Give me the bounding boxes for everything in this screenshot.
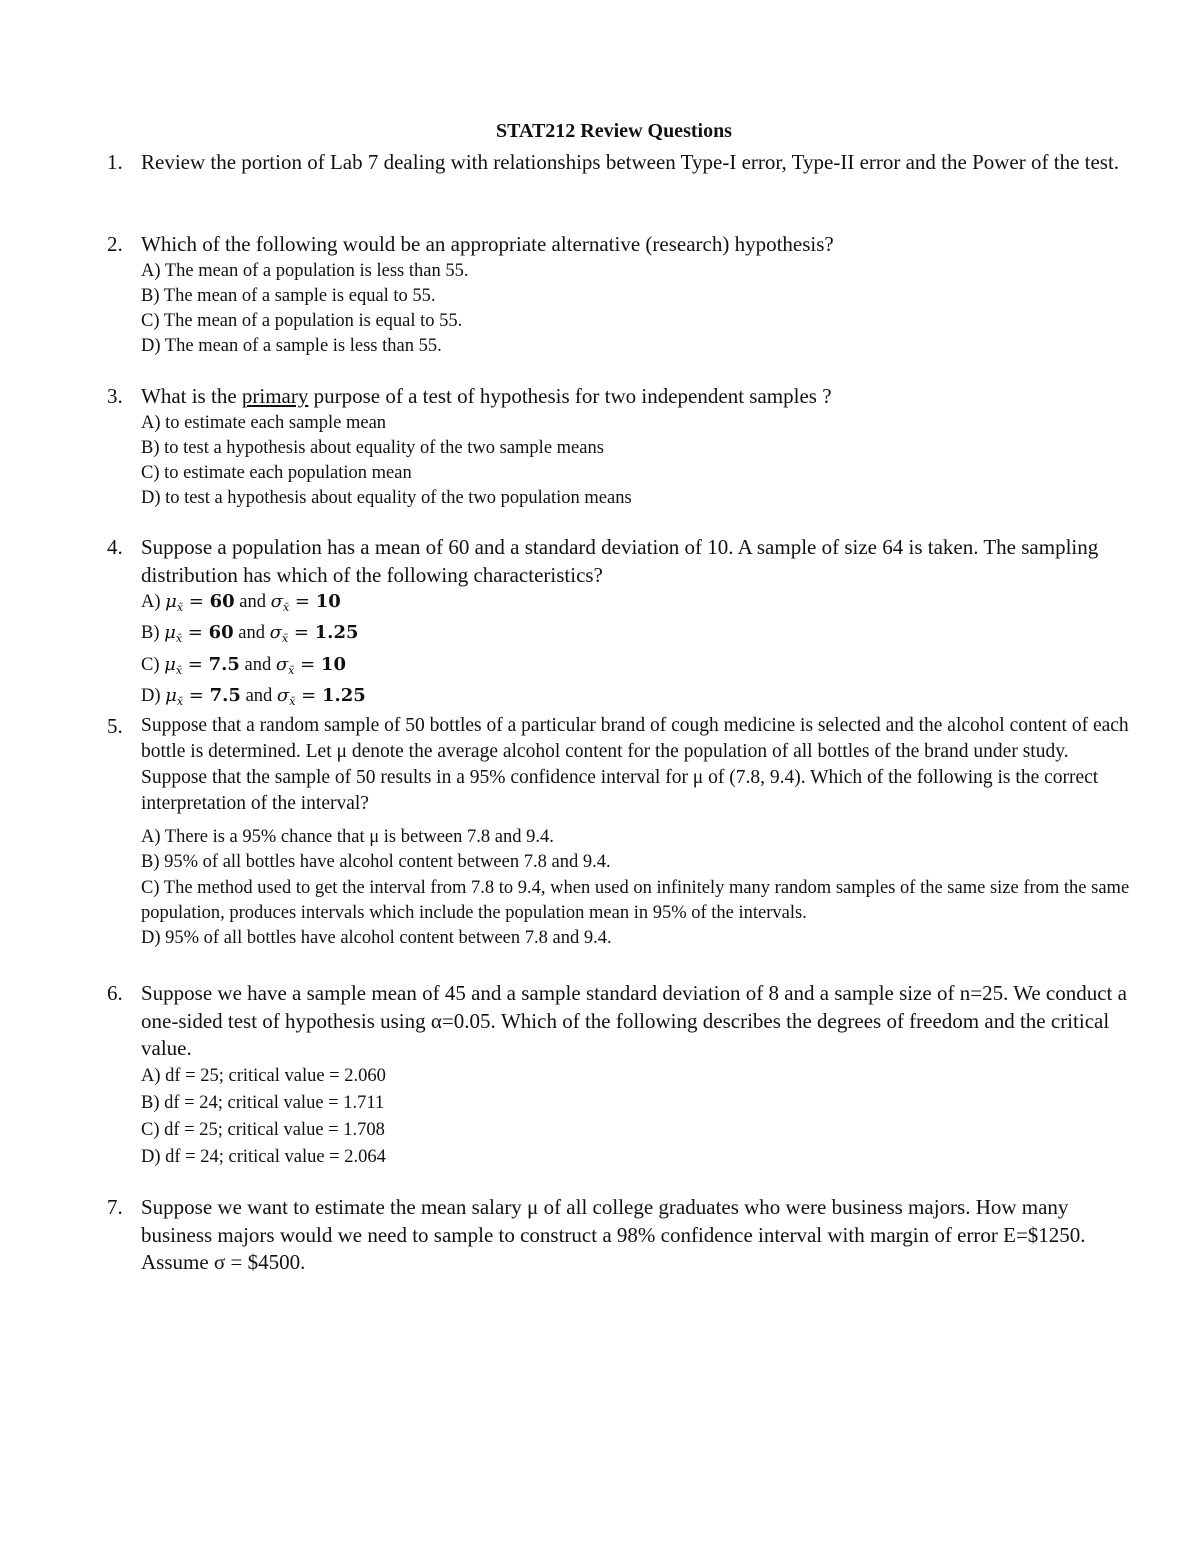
option-d: D) $\mu_{x̄} = 7.5$ and $\sigma_{x̄} = 1.25$ (141, 684, 366, 708)
underlined-word: primary (241, 384, 309, 408)
question-number: 6. (107, 981, 123, 1005)
question-number: 7. (107, 1195, 123, 1219)
option-d: D) 95% of all bottles have alcohol content between 7.8 and 9.4. (141, 928, 612, 949)
question-number: 3. (107, 384, 123, 408)
option-d: D) to test a hypothesis about equality of the two population means (141, 488, 632, 509)
question-1 (107, 149, 1137, 177)
question-2 (107, 231, 1137, 360)
option-a: A) There is a 95% chance that μ is between 7.8 and 9.4. (141, 827, 554, 847)
question-number: 1. (107, 150, 123, 174)
question-6 (107, 980, 1137, 1171)
question-number: 4. (107, 535, 123, 559)
option-a: A) The mean of a population is less than 55. (141, 260, 469, 281)
question-number: 2. (107, 232, 123, 256)
question-stem: Suppose we have a sample mean of 45 and a sample standard deviation of 8 and a sample size of n=25. We conduct a one-sided test of hypothesis using α=0.05. Which of the following describes the degrees of freedom and the critical value. (141, 981, 1127, 1060)
option-b: B) to test a hypothesis about equality of the two sample means (141, 437, 604, 458)
option-c: C) to estimate each population mean (141, 463, 412, 484)
question-5 (107, 713, 1137, 951)
option-b: B) df = 24; critical value = 1.711 (141, 1092, 385, 1113)
question-stem: Suppose that a random sample of 50 bottles of a particular brand of cough medicine is selected and the alcohol content of each bottle is determined. Let μ denote the average alcohol content for the population of all bottles of the brand under study. Suppose that the sample of 50 results in a 95% confidence interval for μ of (7.8, 9.4). Which of the following is the correct interpretation of the interval? (141, 715, 1129, 814)
option-c: C) df = 25; critical value = 1.708 (141, 1119, 385, 1140)
option-d: D) The mean of a sample is less than 55. (141, 336, 442, 357)
question-stem: What is the primary purpose of a test of hypothesis for two independent samples ? (141, 384, 832, 408)
option-b: B) $\mu_{x̄} = 60$ and $\sigma_{x̄} = 1.25$ (141, 622, 359, 646)
option-a: A) to estimate each sample mean (141, 412, 387, 433)
question-3 (107, 383, 1137, 512)
question-stem: Review the portion of Lab 7 dealing with relationships between Type-I error, Type-II error and the Power of the test. (141, 150, 1120, 174)
option-d: D) df = 24; critical value = 2.064 (141, 1146, 386, 1167)
question-stem: Which of the following would be an appropriate alternative (research) hypothesis? (141, 232, 834, 256)
question-7 (107, 1194, 1137, 1277)
option-a: A) $\mu_{x̄} = 60$ and $\sigma_{x̄} = 10$ (141, 591, 341, 614)
option-a: A) df = 25; critical value = 2.060 (141, 1065, 386, 1086)
option-b: B) 95% of all bottles have alcohol content between 7.8 and 9.4. (141, 852, 611, 873)
question-number: 5. (107, 714, 123, 738)
question-stem: Suppose a population has a mean of 60 and a standard deviation of 10. A sample of size 64 is taken. The sampling distribution has which of the following characteristics? (141, 535, 1099, 587)
option-b: B) The mean of a sample is equal to 55. (141, 285, 436, 306)
option-c: C) The mean of a population is equal to 55. (141, 311, 463, 332)
page-title: STAT212 Review Questions (496, 120, 732, 142)
option-c: C) The method used to get the interval from 7.8 to 9.4, when used on infinitely many random samples of the same size from the same population, produces intervals which include the population mean in 95% of the intervals. (141, 877, 1130, 923)
option-c: C) $\mu_{x̄} = 7.5$ and $\sigma_{x̄} = 10$ (141, 653, 346, 677)
question-4 (107, 534, 1137, 714)
question-stem: Suppose we want to estimate the mean salary μ of all college graduates who were business majors. How many business majors would we need to sample to construct a 98% confidence interval with margin of error E=$1250. Assume σ = $4500. (141, 1195, 1086, 1274)
